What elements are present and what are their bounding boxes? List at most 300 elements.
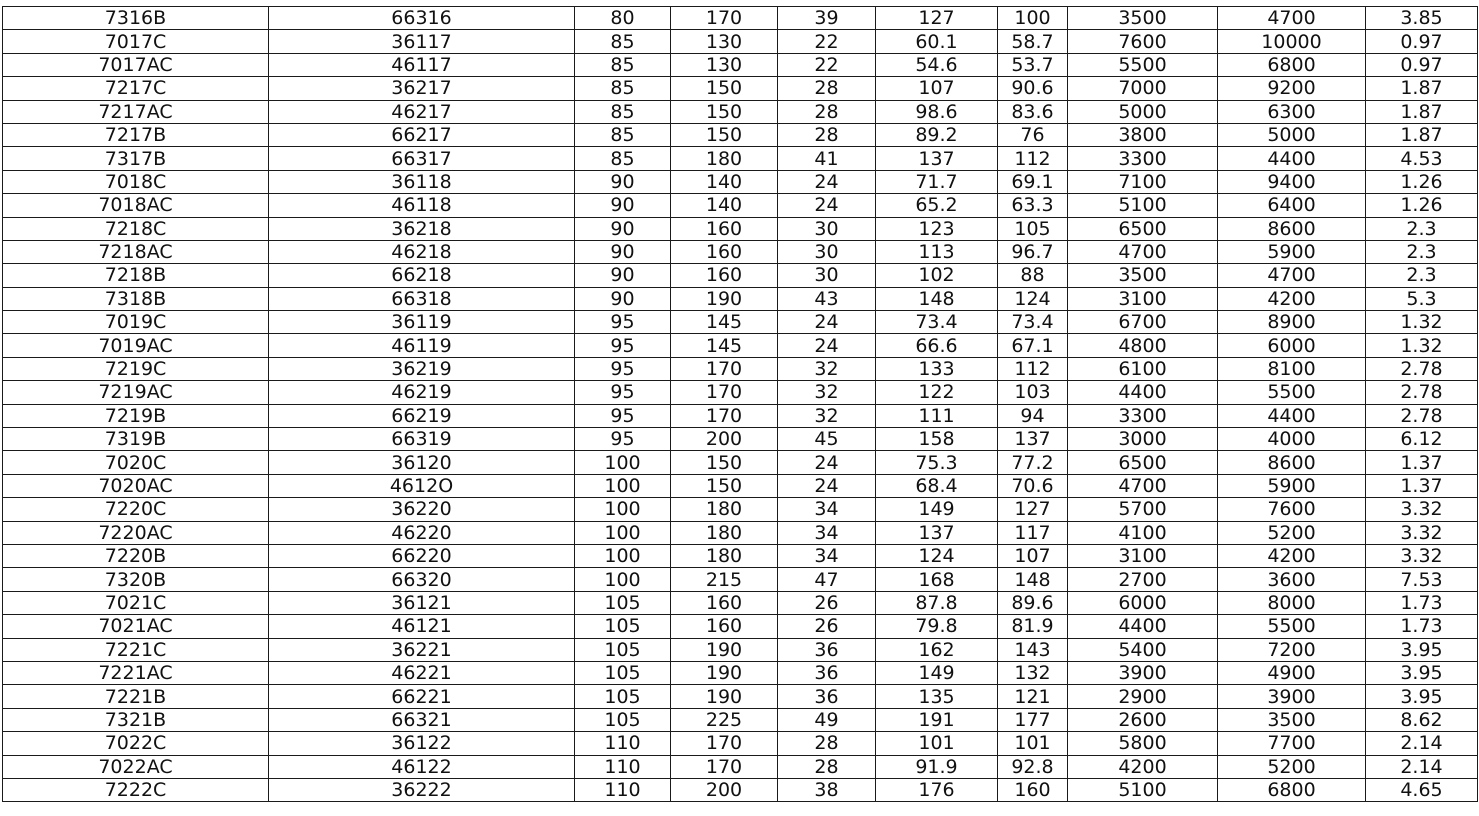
table-cell: 149 xyxy=(876,661,998,684)
table-cell: 7218B xyxy=(3,264,269,287)
table-cell: 4700 xyxy=(1068,240,1218,263)
table-cell: 0.97 xyxy=(1366,30,1478,53)
table-cell: 22 xyxy=(778,53,876,76)
table-cell: 180 xyxy=(671,498,778,521)
table-cell: 71.7 xyxy=(876,170,998,193)
table-cell: 28 xyxy=(778,123,876,146)
table-cell: 7018C xyxy=(3,170,269,193)
table-cell: 7218C xyxy=(3,217,269,240)
table-cell: 4400 xyxy=(1218,147,1366,170)
table-cell: 5200 xyxy=(1218,755,1366,778)
table-cell: 85 xyxy=(575,147,671,170)
table-cell: 66321 xyxy=(269,708,575,731)
table-cell: 170 xyxy=(671,357,778,380)
table-cell: 7221B xyxy=(3,685,269,708)
table-cell: 95 xyxy=(575,381,671,404)
table-cell: 105 xyxy=(575,615,671,638)
table-cell: 36119 xyxy=(269,311,575,334)
table-cell: 5100 xyxy=(1068,194,1218,217)
table-cell: 26 xyxy=(778,591,876,614)
table-cell: 7218AC xyxy=(3,240,269,263)
table-cell: 90 xyxy=(575,287,671,310)
table-cell: 7219B xyxy=(3,404,269,427)
table-cell: 90.6 xyxy=(998,77,1068,100)
table-cell: 7700 xyxy=(1218,732,1366,755)
table-cell: 32 xyxy=(778,404,876,427)
table-cell: 176 xyxy=(876,778,998,801)
table-row xyxy=(3,30,1478,53)
table-cell: 100 xyxy=(575,568,671,591)
table-cell: 145 xyxy=(671,334,778,357)
table-cell: 110 xyxy=(575,732,671,755)
table-cell: 5900 xyxy=(1218,474,1366,497)
table-cell: 2.3 xyxy=(1366,240,1478,263)
table-cell: 113 xyxy=(876,240,998,263)
table-cell: 121 xyxy=(998,685,1068,708)
table-cell: 49 xyxy=(778,708,876,731)
table-cell: 36 xyxy=(778,661,876,684)
table-cell: 7600 xyxy=(1068,30,1218,53)
table-cell: 66318 xyxy=(269,287,575,310)
table-cell: 85 xyxy=(575,77,671,100)
table-cell: 34 xyxy=(778,521,876,544)
table-cell: 5500 xyxy=(1218,615,1366,638)
table-row xyxy=(3,591,1478,614)
table-row xyxy=(3,287,1478,310)
table-cell: 3.95 xyxy=(1366,661,1478,684)
table-row xyxy=(3,217,1478,240)
table-cell: 46119 xyxy=(269,334,575,357)
table-cell: 24 xyxy=(778,311,876,334)
table-cell: 65.2 xyxy=(876,194,998,217)
table-cell: 5500 xyxy=(1218,381,1366,404)
table-row xyxy=(3,357,1478,380)
table-cell: 7200 xyxy=(1218,638,1366,661)
table-cell: 6800 xyxy=(1218,778,1366,801)
table-cell: 46117 xyxy=(269,53,575,76)
table-cell: 36122 xyxy=(269,732,575,755)
table-cell: 7019AC xyxy=(3,334,269,357)
table-cell: 3000 xyxy=(1068,428,1218,451)
table-cell: 180 xyxy=(671,147,778,170)
table-cell: 8100 xyxy=(1218,357,1366,380)
table-row xyxy=(3,474,1478,497)
table-cell: 46221 xyxy=(269,661,575,684)
table-cell: 58.7 xyxy=(998,30,1068,53)
table-cell: 2.14 xyxy=(1366,732,1478,755)
table-cell: 39 xyxy=(778,7,876,30)
table-cell: 3.95 xyxy=(1366,638,1478,661)
table-cell: 9200 xyxy=(1218,77,1366,100)
table-cell: 160 xyxy=(671,591,778,614)
table-cell: 36121 xyxy=(269,591,575,614)
table-cell: 30 xyxy=(778,264,876,287)
table-cell: 28 xyxy=(778,77,876,100)
table-cell: 83.6 xyxy=(998,100,1068,123)
table-cell: 77.2 xyxy=(998,451,1068,474)
table-cell: 24 xyxy=(778,194,876,217)
table-cell: 160 xyxy=(671,240,778,263)
table-cell: 45 xyxy=(778,428,876,451)
table-cell: 1.26 xyxy=(1366,170,1478,193)
table-cell: 7000 xyxy=(1068,77,1218,100)
table-cell: 73.4 xyxy=(876,311,998,334)
table-cell: 107 xyxy=(876,77,998,100)
table-cell: 4100 xyxy=(1068,521,1218,544)
table-cell: 36222 xyxy=(269,778,575,801)
table-cell: 101 xyxy=(876,732,998,755)
table-cell: 102 xyxy=(876,264,998,287)
table-cell: 5900 xyxy=(1218,240,1366,263)
table-cell: 36219 xyxy=(269,357,575,380)
table-cell: 36218 xyxy=(269,217,575,240)
table-cell: 47 xyxy=(778,568,876,591)
table-cell: 105 xyxy=(575,685,671,708)
table-cell: 7018AC xyxy=(3,194,269,217)
table-cell: 36120 xyxy=(269,451,575,474)
table-cell: 7021C xyxy=(3,591,269,614)
table-cell: 170 xyxy=(671,755,778,778)
table-cell: 150 xyxy=(671,77,778,100)
table-row xyxy=(3,685,1478,708)
table-cell: 5400 xyxy=(1068,638,1218,661)
table-cell: 89.2 xyxy=(876,123,998,146)
table-cell: 24 xyxy=(778,474,876,497)
table-cell: 100 xyxy=(575,451,671,474)
table-cell: 95 xyxy=(575,404,671,427)
table-cell: 100 xyxy=(575,521,671,544)
table-cell: 170 xyxy=(671,7,778,30)
table-cell: 180 xyxy=(671,521,778,544)
table-cell: 66218 xyxy=(269,264,575,287)
table-cell: 110 xyxy=(575,778,671,801)
table-cell: 7220C xyxy=(3,498,269,521)
table-cell: 6000 xyxy=(1218,334,1366,357)
table-row xyxy=(3,311,1478,334)
table-cell: 43 xyxy=(778,287,876,310)
table-cell: 105 xyxy=(575,638,671,661)
table-cell: 8600 xyxy=(1218,217,1366,240)
table-row xyxy=(3,638,1478,661)
table-cell: 10000 xyxy=(1218,30,1366,53)
table-cell: 105 xyxy=(575,661,671,684)
table-body xyxy=(3,7,1478,802)
table-cell: 130 xyxy=(671,30,778,53)
table-row xyxy=(3,568,1478,591)
table-cell: 177 xyxy=(998,708,1068,731)
table-cell: 7217AC xyxy=(3,100,269,123)
table-cell: 7321B xyxy=(3,708,269,731)
table-cell: 160 xyxy=(671,217,778,240)
table-cell: 6.12 xyxy=(1366,428,1478,451)
table-cell: 158 xyxy=(876,428,998,451)
table-cell: 124 xyxy=(876,544,998,567)
table-row xyxy=(3,732,1478,755)
table-cell: 112 xyxy=(998,357,1068,380)
table-cell: 5100 xyxy=(1068,778,1218,801)
table-cell: 4000 xyxy=(1218,428,1366,451)
table-row xyxy=(3,661,1478,684)
table-cell: 140 xyxy=(671,170,778,193)
table-cell: 3.32 xyxy=(1366,544,1478,567)
table-cell: 3600 xyxy=(1218,568,1366,591)
table-cell: 46220 xyxy=(269,521,575,544)
table-cell: 3500 xyxy=(1068,264,1218,287)
table-cell: 70.6 xyxy=(998,474,1068,497)
table-cell: 5.3 xyxy=(1366,287,1478,310)
table-cell: 41 xyxy=(778,147,876,170)
table-cell: 79.8 xyxy=(876,615,998,638)
table-cell: 140 xyxy=(671,194,778,217)
table-row xyxy=(3,53,1478,76)
table-cell: 1.37 xyxy=(1366,474,1478,497)
table-cell: 46219 xyxy=(269,381,575,404)
table-cell: 7318B xyxy=(3,287,269,310)
table-row xyxy=(3,451,1478,474)
table-cell: 5800 xyxy=(1068,732,1218,755)
table-cell: 137 xyxy=(876,147,998,170)
table-cell: 7019C xyxy=(3,311,269,334)
table-cell: 32 xyxy=(778,381,876,404)
table-cell: 6100 xyxy=(1068,357,1218,380)
table-cell: 46122 xyxy=(269,755,575,778)
table-cell: 66.6 xyxy=(876,334,998,357)
table-cell: 160 xyxy=(671,615,778,638)
table-cell: 7320B xyxy=(3,568,269,591)
table-cell: 26 xyxy=(778,615,876,638)
table-row xyxy=(3,755,1478,778)
table-cell: 85 xyxy=(575,53,671,76)
table-cell: 110 xyxy=(575,755,671,778)
table-cell: 200 xyxy=(671,428,778,451)
table-cell: 7220B xyxy=(3,544,269,567)
table-cell: 127 xyxy=(876,7,998,30)
table-cell: 135 xyxy=(876,685,998,708)
table-cell: 150 xyxy=(671,474,778,497)
table-cell: 69.1 xyxy=(998,170,1068,193)
table-cell: 168 xyxy=(876,568,998,591)
table-cell: 2.78 xyxy=(1366,381,1478,404)
table-cell: 3.32 xyxy=(1366,521,1478,544)
table-cell: 4800 xyxy=(1068,334,1218,357)
table-cell: 90 xyxy=(575,264,671,287)
table-cell: 101 xyxy=(998,732,1068,755)
table-cell: 7017AC xyxy=(3,53,269,76)
table-cell: 7020AC xyxy=(3,474,269,497)
table-cell: 137 xyxy=(876,521,998,544)
table-cell: 4400 xyxy=(1068,381,1218,404)
table-cell: 95 xyxy=(575,357,671,380)
table-cell: 90 xyxy=(575,170,671,193)
table-cell: 170 xyxy=(671,732,778,755)
table-cell: 36217 xyxy=(269,77,575,100)
table-cell: 54.6 xyxy=(876,53,998,76)
table-cell: 34 xyxy=(778,544,876,567)
table-cell: 160 xyxy=(671,264,778,287)
table-cell: 68.4 xyxy=(876,474,998,497)
table-cell: 4200 xyxy=(1068,755,1218,778)
table-cell: 24 xyxy=(778,451,876,474)
table-cell: 87.8 xyxy=(876,591,998,614)
table-cell: 170 xyxy=(671,381,778,404)
table-cell: 76 xyxy=(998,123,1068,146)
table-cell: 38 xyxy=(778,778,876,801)
table-row xyxy=(3,544,1478,567)
table-cell: 85 xyxy=(575,30,671,53)
bearing-spec-table-container xyxy=(2,6,1477,802)
table-cell: 143 xyxy=(998,638,1068,661)
table-cell: 7100 xyxy=(1068,170,1218,193)
table-cell: 66316 xyxy=(269,7,575,30)
table-cell: 7317B xyxy=(3,147,269,170)
table-cell: 24 xyxy=(778,334,876,357)
table-cell: 46121 xyxy=(269,615,575,638)
table-cell: 162 xyxy=(876,638,998,661)
table-cell: 4.53 xyxy=(1366,147,1478,170)
table-cell: 36117 xyxy=(269,30,575,53)
table-cell: 2.78 xyxy=(1366,357,1478,380)
table-cell: 7.53 xyxy=(1366,568,1478,591)
table-cell: 32 xyxy=(778,357,876,380)
table-cell: 200 xyxy=(671,778,778,801)
table-cell: 6500 xyxy=(1068,451,1218,474)
table-row xyxy=(3,521,1478,544)
table-cell: 5700 xyxy=(1068,498,1218,521)
table-cell: 7021AC xyxy=(3,615,269,638)
table-cell: 100 xyxy=(998,7,1068,30)
table-cell: 2700 xyxy=(1068,568,1218,591)
table-cell: 91.9 xyxy=(876,755,998,778)
table-cell: 7221AC xyxy=(3,661,269,684)
table-cell: 111 xyxy=(876,404,998,427)
table-row xyxy=(3,147,1478,170)
table-cell: 0.97 xyxy=(1366,53,1478,76)
table-row xyxy=(3,7,1478,30)
table-cell: 1.87 xyxy=(1366,123,1478,146)
table-cell: 36118 xyxy=(269,170,575,193)
table-cell: 89.6 xyxy=(998,591,1068,614)
table-cell: 170 xyxy=(671,404,778,427)
table-cell: 75.3 xyxy=(876,451,998,474)
table-cell: 1.87 xyxy=(1366,77,1478,100)
table-cell: 66319 xyxy=(269,428,575,451)
table-cell: 66221 xyxy=(269,685,575,708)
table-cell: 137 xyxy=(998,428,1068,451)
table-cell: 4.65 xyxy=(1366,778,1478,801)
table-cell: 160 xyxy=(998,778,1068,801)
table-cell: 190 xyxy=(671,661,778,684)
table-cell: 96.7 xyxy=(998,240,1068,263)
table-cell: 46118 xyxy=(269,194,575,217)
table-cell: 2900 xyxy=(1068,685,1218,708)
table-row xyxy=(3,264,1478,287)
table-cell: 67.1 xyxy=(998,334,1068,357)
bearing-spec-table xyxy=(2,6,1478,802)
table-cell: 66320 xyxy=(269,568,575,591)
table-cell: 63.3 xyxy=(998,194,1068,217)
table-cell: 3900 xyxy=(1068,661,1218,684)
table-cell: 4700 xyxy=(1218,7,1366,30)
table-cell: 1.87 xyxy=(1366,100,1478,123)
table-cell: 148 xyxy=(876,287,998,310)
table-row xyxy=(3,778,1478,801)
table-cell: 7022C xyxy=(3,732,269,755)
table-cell: 130 xyxy=(671,53,778,76)
table-cell: 5200 xyxy=(1218,521,1366,544)
table-cell: 123 xyxy=(876,217,998,240)
table-cell: 5500 xyxy=(1068,53,1218,76)
table-cell: 8600 xyxy=(1218,451,1366,474)
table-cell: 95 xyxy=(575,428,671,451)
table-cell: 7217C xyxy=(3,77,269,100)
table-cell: 3500 xyxy=(1218,708,1366,731)
table-cell: 180 xyxy=(671,544,778,567)
table-cell: 7222C xyxy=(3,778,269,801)
table-cell: 149 xyxy=(876,498,998,521)
table-row xyxy=(3,428,1478,451)
table-cell: 81.9 xyxy=(998,615,1068,638)
table-row xyxy=(3,77,1478,100)
table-cell: 2.3 xyxy=(1366,264,1478,287)
table-cell: 36221 xyxy=(269,638,575,661)
table-row xyxy=(3,123,1478,146)
table-cell: 1.32 xyxy=(1366,334,1478,357)
table-cell: 36 xyxy=(778,638,876,661)
table-cell: 94 xyxy=(998,404,1068,427)
table-cell: 28 xyxy=(778,732,876,755)
table-cell: 28 xyxy=(778,755,876,778)
table-cell: 60.1 xyxy=(876,30,998,53)
table-row xyxy=(3,334,1478,357)
table-cell: 4200 xyxy=(1218,287,1366,310)
table-row xyxy=(3,240,1478,263)
table-cell: 53.7 xyxy=(998,53,1068,76)
table-cell: 46218 xyxy=(269,240,575,263)
table-cell: 6400 xyxy=(1218,194,1366,217)
table-cell: 4612O xyxy=(269,474,575,497)
table-cell: 100 xyxy=(575,474,671,497)
table-cell: 8900 xyxy=(1218,311,1366,334)
table-cell: 133 xyxy=(876,357,998,380)
table-cell: 190 xyxy=(671,287,778,310)
table-cell: 95 xyxy=(575,334,671,357)
table-cell: 3300 xyxy=(1068,404,1218,427)
table-cell: 215 xyxy=(671,568,778,591)
table-cell: 66317 xyxy=(269,147,575,170)
table-cell: 127 xyxy=(998,498,1068,521)
table-cell: 150 xyxy=(671,100,778,123)
table-cell: 22 xyxy=(778,30,876,53)
table-cell: 150 xyxy=(671,123,778,146)
table-cell: 225 xyxy=(671,708,778,731)
table-cell: 3100 xyxy=(1068,544,1218,567)
table-cell: 7020C xyxy=(3,451,269,474)
table-cell: 122 xyxy=(876,381,998,404)
table-cell: 3.95 xyxy=(1366,685,1478,708)
table-cell: 24 xyxy=(778,170,876,193)
table-cell: 34 xyxy=(778,498,876,521)
table-cell: 7316B xyxy=(3,7,269,30)
table-cell: 191 xyxy=(876,708,998,731)
table-cell: 7219AC xyxy=(3,381,269,404)
table-cell: 6800 xyxy=(1218,53,1366,76)
table-cell: 73.4 xyxy=(998,311,1068,334)
table-cell: 4700 xyxy=(1068,474,1218,497)
table-cell: 124 xyxy=(998,287,1068,310)
table-cell: 1.73 xyxy=(1366,591,1478,614)
table-cell: 7600 xyxy=(1218,498,1366,521)
table-cell: 7220AC xyxy=(3,521,269,544)
